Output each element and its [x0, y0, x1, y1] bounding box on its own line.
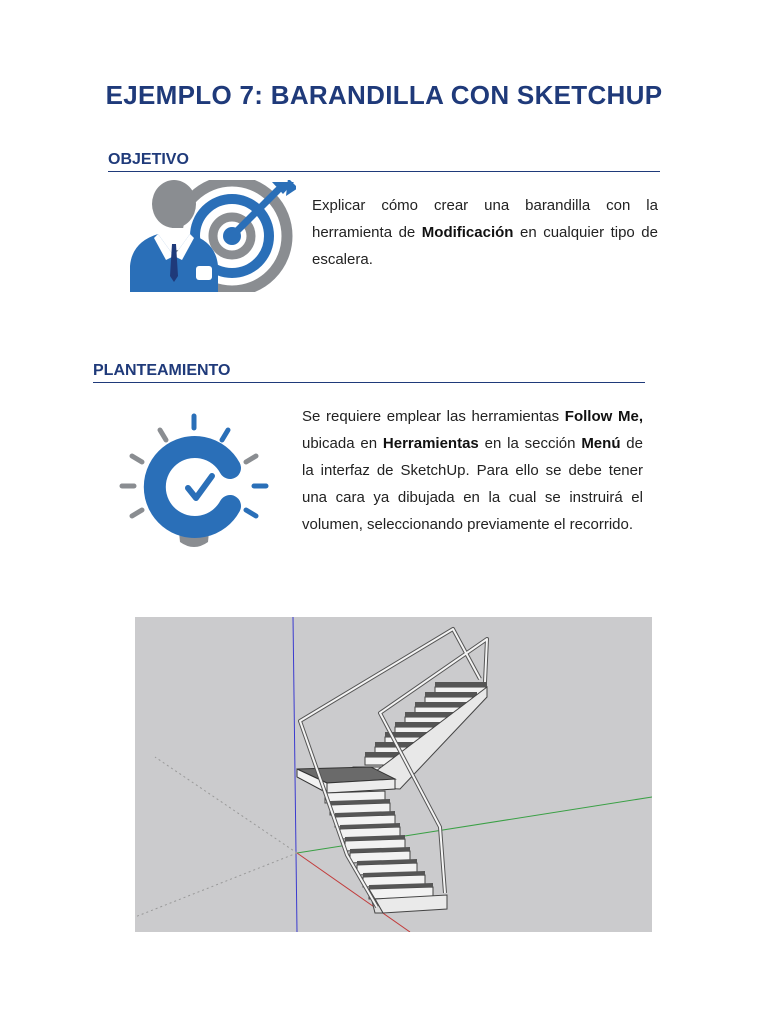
page-title: EJEMPLO 7: BARANDILLA CON SKETCHUP: [105, 80, 663, 110]
planteamiento-heading: PLANTEAMIENTO: [93, 362, 645, 383]
lightbulb-check-icon: [112, 410, 277, 555]
staircase-render: [135, 617, 652, 932]
objetivo-heading: OBJETIVO: [108, 151, 660, 172]
person-target-icon: [126, 180, 296, 292]
planteamiento-paragraph: Se requiere emplear las herramientas Follow Me, ubicada en Herramientas en la sección Menú de la interfaz de SketchUp. Para ello se debe tener una cara ya dibujada en la cual se instruirá el volumen, seleccionando previamente el recorrido.: [302, 408, 643, 533]
objetivo-paragraph: Explicar cómo crear una barandilla con la herramienta de Modificación en cualquier tipo de escalera.: [312, 197, 658, 268]
